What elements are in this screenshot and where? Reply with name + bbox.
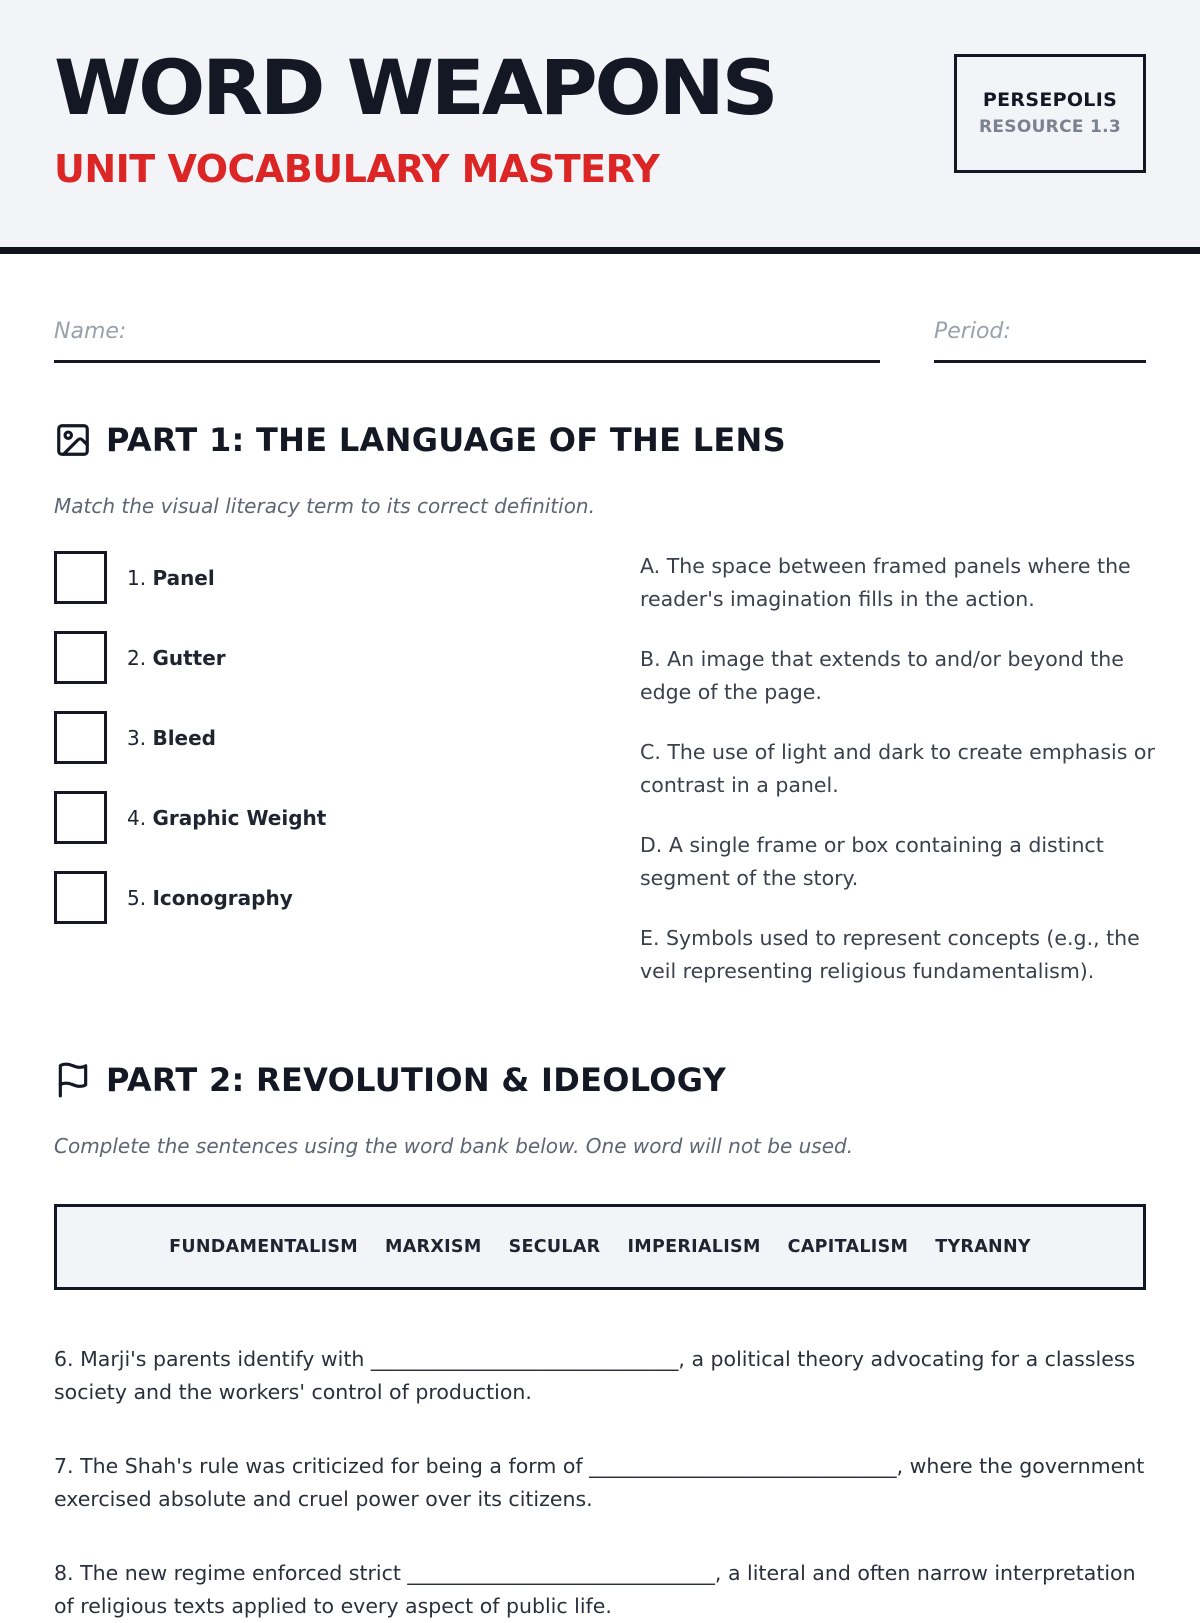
term-label: Graphic Weight [152, 805, 327, 830]
name-field[interactable] [54, 300, 880, 363]
term-item [54, 711, 216, 764]
worksheet-title: WORD WEAPONS [54, 43, 776, 132]
term-number: 2. [127, 645, 147, 670]
word-bank-item: IMPERIALISM [627, 1237, 761, 1257]
term-item [54, 791, 326, 844]
answer-box[interactable] [54, 791, 107, 844]
flag-icon [54, 1061, 92, 1099]
word-bank-item: SECULAR [508, 1237, 601, 1257]
image-icon [54, 421, 92, 459]
sentence-item: 7. The Shah's rule was criticized for being a form of ______________________________, where the government exercised absolute and cruel power over its citizens. [54, 1454, 1145, 1511]
resource-badge [954, 54, 1146, 173]
term-item [54, 551, 215, 604]
part1-heading: PART 1: THE LANGUAGE OF THE LENS [106, 421, 786, 459]
part2-heading: PART 2: REVOLUTION & IDEOLOGY [106, 1061, 727, 1099]
word-bank-item: TYRANNY [935, 1237, 1031, 1257]
resource-number: RESOURCE 1.3 [978, 117, 1121, 137]
resource-book-title: PERSEPOLIS [982, 89, 1118, 111]
part2-instructions: Complete the sentences using the word bank below. One word will not be used. [54, 1134, 854, 1158]
worksheet-subtitle: UNIT VOCABULARY MASTERY [54, 147, 660, 191]
term-item [54, 631, 226, 684]
period-label: Period: [934, 319, 1011, 344]
term-number: 3. [127, 725, 147, 750]
definition-item: A. The space between framed panels where the reader's imagination fills in the action. [640, 554, 1131, 611]
answer-box[interactable] [54, 631, 107, 684]
word-bank-item: CAPITALISM [787, 1237, 909, 1257]
term-number: 4. [127, 805, 147, 830]
term-label: Bleed [152, 725, 216, 750]
sentence-item: 8. The new regime enforced strict ______________________________, a literal and often narrow interpretation of religious texts applied to every aspect of public life. [54, 1561, 1136, 1618]
term-number: 1. [127, 565, 147, 590]
term-number: 5. [127, 885, 147, 910]
part2-heading-row [54, 1060, 726, 1100]
definition-item: E. Symbols used to represent concepts (e.g., the veil representing religious fundamentalism). [640, 926, 1140, 983]
worksheet-header [0, 0, 1200, 254]
definition-item: D. A single frame or box containing a distinct segment of the story. [640, 833, 1104, 890]
term-label: Gutter [152, 645, 226, 670]
word-bank-item: FUNDAMENTALISM [169, 1237, 358, 1257]
definition-item: B. An image that extends to and/or beyond the edge of the page. [640, 647, 1124, 704]
answer-box[interactable] [54, 711, 107, 764]
period-field[interactable] [934, 300, 1146, 363]
definition-item: C. The use of light and dark to create emphasis or contrast in a panel. [640, 740, 1155, 797]
part1-instructions: Match the visual literacy term to its correct definition. [54, 494, 595, 518]
name-label: Name: [54, 319, 127, 344]
sentence-item: 6. Marji's parents identify with ______________________________, a political theory advocating for a classless society and the workers' control of production. [54, 1347, 1136, 1404]
part1-heading-row [54, 420, 786, 460]
term-item [54, 871, 293, 924]
answer-box[interactable] [54, 871, 107, 924]
answer-box[interactable] [54, 551, 107, 604]
word-bank [54, 1204, 1146, 1290]
term-label: Panel [152, 565, 215, 590]
word-bank-item: MARXISM [385, 1237, 482, 1257]
term-label: Iconography [152, 885, 293, 910]
